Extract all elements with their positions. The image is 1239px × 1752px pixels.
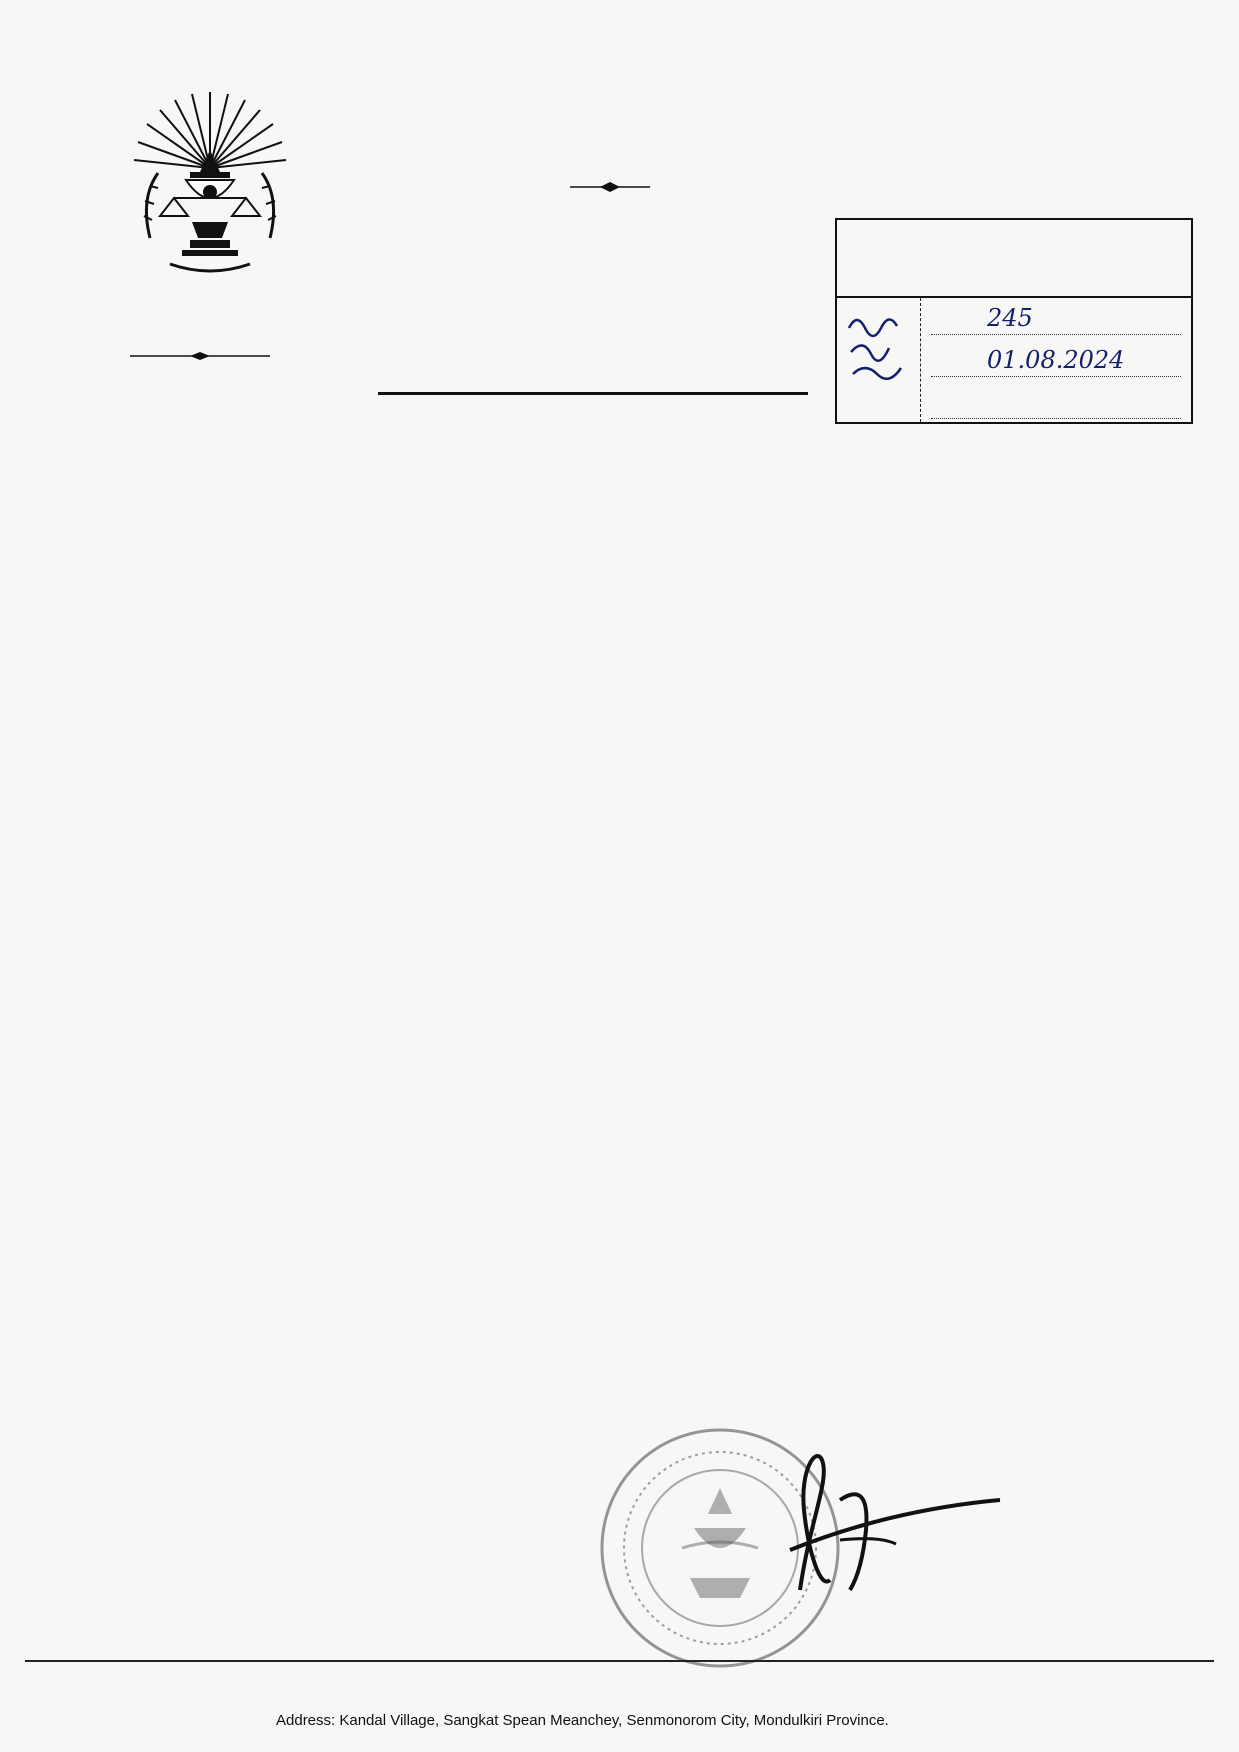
decorative-divider-icon (130, 352, 270, 360)
consideration-1 (120, 464, 1150, 500)
document-title (370, 344, 850, 388)
footer-divider (25, 1660, 1214, 1662)
intro-line (120, 428, 1150, 464)
court-name (60, 300, 360, 332)
stamp-header (837, 220, 1191, 298)
consideration-3-cont (120, 572, 1150, 608)
national-motto (420, 112, 810, 142)
verdict-line-3 (120, 680, 1150, 716)
receipt-stamp (835, 218, 1193, 424)
order-item-2-cont (120, 1076, 1150, 1112)
order-item-3 (120, 1112, 1150, 1148)
title-underline (378, 392, 808, 395)
signer-name (830, 1590, 1060, 1626)
opinion-line-1 (120, 788, 1150, 824)
opinion-line-3 (120, 860, 1150, 896)
handwritten-signature-icon (770, 1440, 1010, 1610)
order-heading (120, 932, 1150, 968)
court-emblem-icon (130, 88, 290, 278)
footer-address-khmer (270, 1672, 970, 1696)
decorative-divider-icon (570, 182, 650, 192)
handwritten-mark-icon (843, 308, 915, 388)
stamp-body (837, 298, 1191, 422)
opinion-line-4 (120, 896, 1150, 932)
verdict-line-1 (120, 608, 1150, 644)
stamp-number-line (931, 304, 1181, 335)
stamp-date-value: 01.08.2024 (987, 346, 1125, 374)
place-date (590, 1344, 1070, 1374)
lunar-date (590, 1298, 1070, 1328)
signer-title (660, 1388, 980, 1418)
verdict-line-4 (120, 716, 1150, 752)
consideration-2 (120, 500, 1150, 536)
stamp-time-line (931, 388, 1181, 419)
stamp-number-value: 245 (987, 304, 1033, 332)
kingdom-name (420, 62, 810, 98)
document-body (120, 428, 1150, 1148)
opinion-heading (120, 752, 1150, 788)
consideration-3 (120, 536, 1150, 572)
opinion-line-2 (120, 824, 1150, 860)
order-item-2 (120, 1040, 1150, 1076)
order-item-1 (120, 968, 1150, 1004)
footer-address-english: Address: Kandal Village, Sangkat Spean Meanchey, Senmonorom City, Mondulkiri Province. (276, 1712, 889, 1729)
document-number (110, 382, 310, 404)
stamp-date-line (931, 346, 1181, 377)
verdict-line-2 (120, 644, 1150, 680)
order-item-1-cont (120, 1004, 1150, 1040)
